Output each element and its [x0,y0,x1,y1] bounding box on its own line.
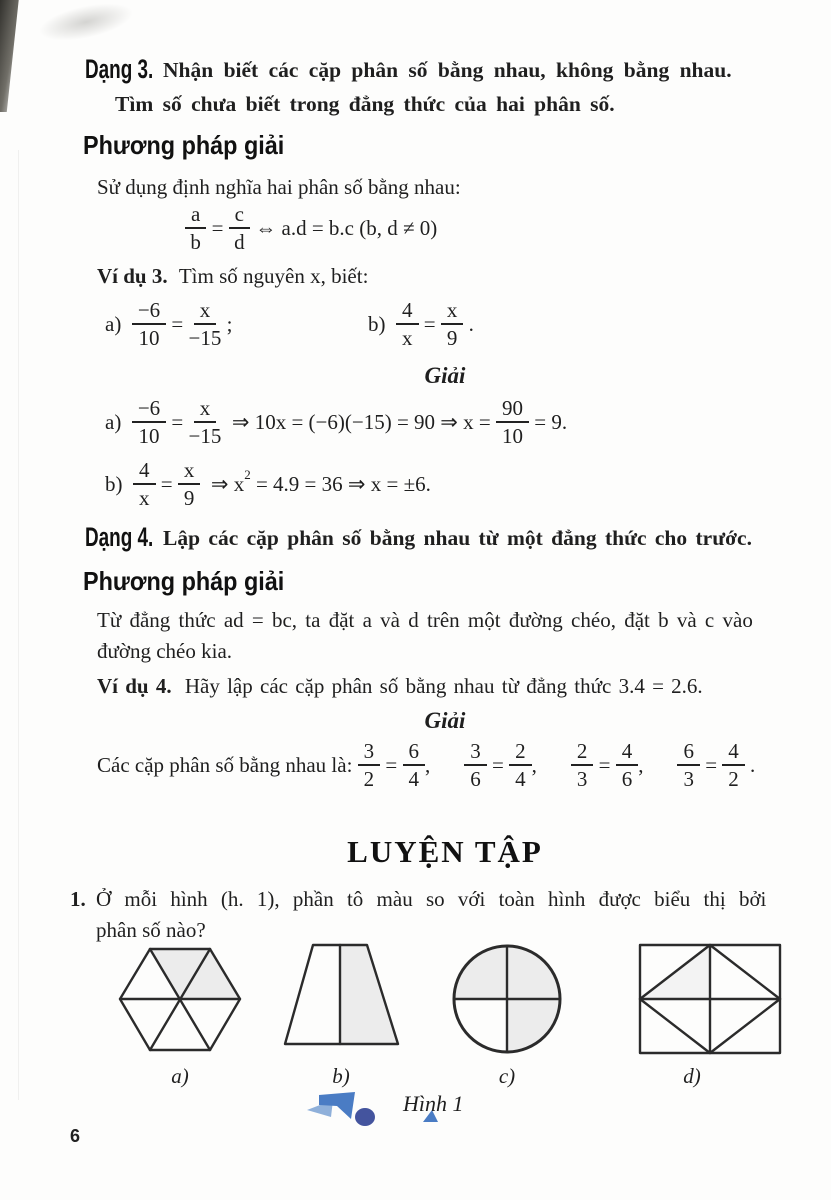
scan-smudge [36,0,137,48]
vidu3-part-b [368,299,474,349]
trapezoid-shaded-right [340,945,398,1044]
math-text: = [380,752,403,777]
math-text: = [166,311,189,336]
math-text: b) [368,311,396,336]
math-text: = 4.9 = 36 ⇒ x = ±6. [250,471,431,496]
math-text: ; [221,311,233,336]
figure-c-circle [451,943,563,1060]
fraction: $\frac{4}{x}$ [396,299,419,349]
math-text: = [155,471,178,496]
fraction: $\frac{x}{9}$ [178,459,201,509]
fraction: $\frac{3}{2}$ [358,740,381,790]
math-text: . [744,752,756,777]
page-number: 6 [70,1126,81,1146]
dang3-method-heading: Phương pháp giải [83,130,285,160]
figure-label-d: d) [683,1064,701,1088]
vidu3-line [97,263,368,289]
fraction: $\frac{6}{4}$ [403,740,426,790]
logo-dot [355,1108,375,1126]
square-figure [638,943,782,1055]
fraction: $\frac{4}{6}$ [616,740,639,790]
fraction: $\frac{x}{-15}$ [188,298,222,351]
fraction: $\frac{2}{4}$ [509,740,532,790]
figure-a-hexagon [115,943,245,1061]
dang4-method-line1: Từ đẳng thức ad = bc, ta đặt a và d trên một đường chéo, đặt b và c vào [97,608,753,632]
math-text: = [418,311,441,336]
dang4-title: Lập các cặp phân số bằng nhau từ một đẳng thức cho trước. [163,526,752,550]
fraction: $\frac{x}{9}$ [441,299,464,349]
math-text: , [425,752,431,777]
scan-dark-edge [0,0,26,112]
fraction: $\frac{x}{-15}$ [188,396,222,449]
fraction: $\frac{90}{10}$ [496,397,529,447]
dang4-label: Dạng 4. [85,522,154,552]
fraction: $\frac{c}{d}$ [229,203,250,253]
math-text: = [486,752,510,777]
fraction: $\frac{a}{b}$ [185,203,206,253]
fraction: $\frac{4}{x}$ [133,459,156,509]
dang4-method-line2: đường chéo kia. [97,639,233,663]
math-text: a) [105,311,132,336]
hexagon-figure [115,943,245,1056]
math-text: Các cặp phân số bằng nhau là: [97,752,358,777]
dang3-label: Dạng 3. [85,54,154,84]
math-text: = [166,409,189,434]
math-text: a) [105,409,132,434]
problem1-number: 1. [70,887,86,911]
fraction: $\frac{-6}{10}$ [132,397,166,447]
dang4-heading [85,522,752,552]
math-text: , [531,752,537,777]
vidu4-line [97,673,703,699]
math-text: = 9. [529,409,568,434]
fraction: $\frac{6}{3}$ [677,740,700,790]
vidu3-solution-a [105,397,567,447]
math-text: ⇒ x [200,471,245,496]
fraction: $\frac{2}{3}$ [571,740,594,790]
vidu4-label: Ví dụ 4. [97,674,172,698]
fraction: $\frac{3}{6}$ [464,740,487,790]
math-text: b) [105,471,133,496]
dang3-title-line1: Nhận biết các cặp phân số bằng nhau, không bằng nhau. [163,58,732,82]
vidu4-prompt: Hãy lập các cặp phân số bằng nhau từ đẳng thức 3.4 = 2.6. [184,674,703,698]
vidu3-label: Ví dụ 3. [97,264,168,288]
figure-caption: Hình 1 [403,1091,464,1116]
trapezoid-figure [283,943,400,1047]
fraction: $\frac{4}{2}$ [722,740,745,790]
math-text: ⇒ 10x = (−6)(−15) = 90 ⇒ x = [221,409,496,434]
vidu3-part-a [105,299,232,349]
math-text: , [638,752,644,777]
dang4-method-heading: Phương pháp giải [83,566,285,596]
scan-fold-line [18,150,19,1100]
fraction: $\frac{-6}{10}$ [132,299,166,349]
math-text: = [206,215,229,240]
dang3-title-line2: Tìm số chưa biết trong đẳng thức của hai phân số. [115,92,615,116]
math-text: . [463,311,474,336]
math-text: = [699,752,723,777]
dang3-heading [85,54,732,84]
circle-figure [451,943,563,1055]
giai-heading-2: Giải [424,708,466,733]
superscript: 2 [244,467,251,483]
practice-heading: LUYỆN TẬP [347,834,543,869]
figure-label-c: c) [498,1064,516,1088]
math-text: ⇔ a.d = b.c (b, d ≠ 0) [250,215,438,240]
figure-label-b: b) [332,1064,350,1088]
definition-formula [185,203,437,253]
vidu4-solution-line [97,740,755,790]
figure-label-a: a) [171,1064,189,1088]
problem1-line2: phân số nào? [96,918,206,942]
problem1-line1: Ở mỗi hình (h. 1), phần tô màu so với toàn hình được biểu thị bởi [96,887,767,911]
figure-d-square [638,943,782,1060]
vidu3-solution-b [105,459,431,509]
dang3-intro: Sử dụng định nghĩa hai phân số bằng nhau: [97,175,461,199]
math-text: = [593,752,616,777]
giai-heading-1: Giải [424,363,466,388]
vidu3-prompt: Tìm số nguyên x, biết: [178,264,369,288]
figure-b-trapezoid [283,943,400,1052]
